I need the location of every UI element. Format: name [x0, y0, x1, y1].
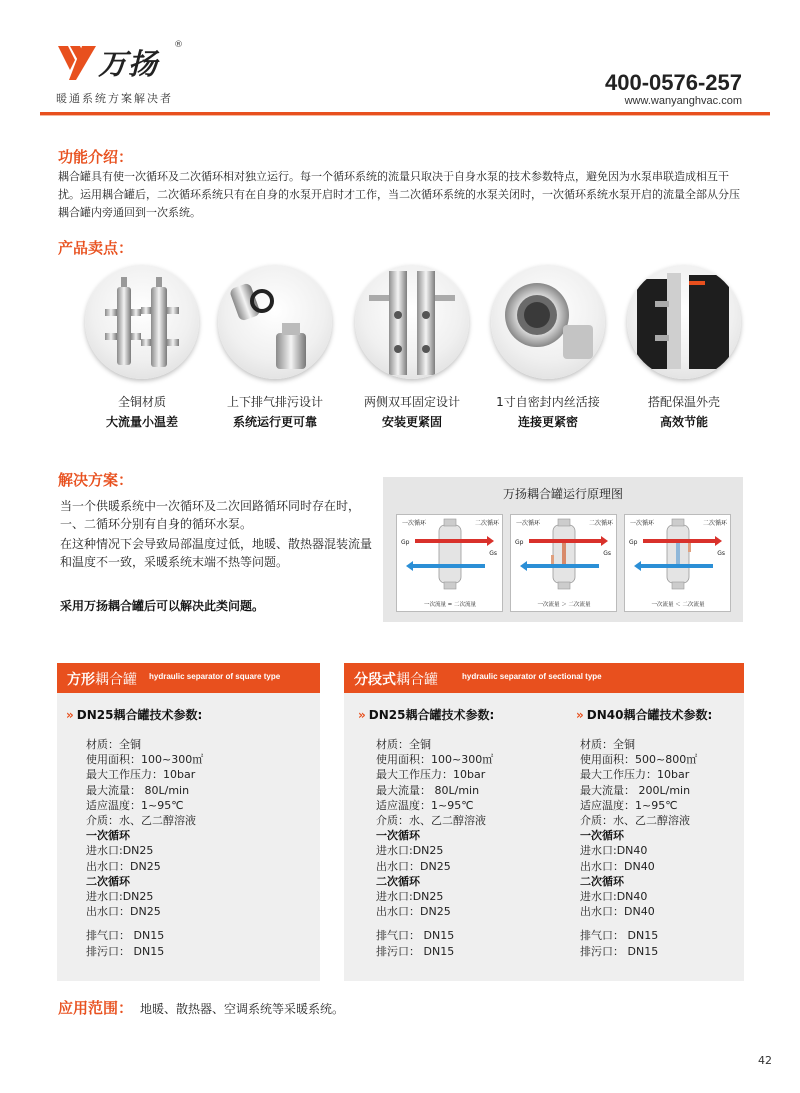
- cold-flow-line: [413, 564, 485, 568]
- feature-label: 上下排气排污设计: [226, 395, 323, 409]
- solution-para-1: 当一个供暖系统中一次循环及二次回路循环同时存在时，一、二循环分别有自身的循环水泵。: [60, 499, 361, 531]
- primary-circuit-label: 一次循环: [402, 520, 427, 527]
- solution-para-2: 在这种情况下会导致局部温度过低，地暖、散热器混装流量和温度不一致，采暖系统末端不热等问题。: [60, 537, 373, 569]
- tank-top-vent: [444, 519, 456, 526]
- principle-diagram: [383, 477, 743, 622]
- cold-flow-line: [527, 564, 599, 568]
- feature-item-ears: [352, 265, 472, 430]
- features-title: 产品卖点：: [58, 239, 134, 257]
- feature-highlight: 连接更紧密: [517, 415, 578, 429]
- hot-flow-arrow: [601, 536, 608, 546]
- diagram-title: 万扬耦合罐运行原理图: [502, 487, 623, 501]
- spec-line: 出水口：DN25: [86, 859, 161, 873]
- spec-line: 出水口：DN40: [580, 905, 655, 919]
- spec-line: 材质：全铜: [580, 738, 635, 751]
- insulation-shell-image: [627, 265, 741, 379]
- flow-comparison-caption: 一次流量 = 二次流量: [423, 602, 477, 608]
- feature-item-vent: [215, 265, 335, 430]
- product-name-en: hydraulic separator of sectional type: [462, 672, 602, 681]
- spec-line: 出水口：DN25: [376, 905, 451, 919]
- spec-subtitle: 一次循环: [580, 829, 624, 843]
- tank-bottom-drain: [558, 582, 570, 589]
- bypass-down-flow: [562, 543, 566, 564]
- hot-flow-line: [415, 539, 487, 543]
- brand-slogan: 暖通系统方案解决者: [56, 92, 173, 105]
- spec-line: 出水口：DN25: [376, 859, 451, 873]
- feature-item-insulation: [624, 265, 744, 430]
- spec-title-text: DN25耦合罐技术参数:: [76, 708, 203, 722]
- spec-line: 介质：水、乙二醇溶液: [376, 814, 486, 828]
- cold-flow-arrow: [634, 561, 641, 571]
- feature-highlight: 大流量小温差: [105, 415, 178, 429]
- gs-label: Gs: [717, 550, 725, 557]
- spec-title-text: DN25耦合罐技术参数:: [368, 708, 495, 722]
- chevron-double-right-icon: »: [66, 708, 74, 722]
- tank-top-vent: [672, 519, 684, 526]
- spec-line: 进水口:DN40: [580, 844, 648, 858]
- cold-flow-arrow: [406, 561, 413, 571]
- spec-line: 材质：全铜: [376, 738, 431, 751]
- spec-line: 使用面积：500~800㎡: [580, 753, 698, 767]
- product-name-en: hydraulic separator of square type: [149, 672, 281, 681]
- bypass-up-flow: [676, 543, 680, 564]
- chevron-double-right-icon: »: [358, 708, 366, 722]
- spec-line: 排气口： DN15: [376, 929, 455, 943]
- spec-title: [358, 706, 494, 723]
- union-fitting-image: [491, 265, 605, 379]
- primary-circuit-label: 一次循环: [630, 520, 655, 527]
- brand-logo: [56, 40, 196, 106]
- spec-title-text: DN40耦合罐技术参数:: [586, 708, 713, 722]
- spec-title: [66, 706, 202, 723]
- application-title: 应用范围：: [58, 999, 134, 1017]
- feature-highlight: 高效节能: [659, 415, 708, 429]
- spec-title: [576, 706, 712, 723]
- feature-highlight: 系统运行更可靠: [232, 415, 317, 429]
- product-name: 分段式耦合罐: [354, 672, 438, 688]
- page-number: 42: [758, 1054, 772, 1067]
- diagram-panel-greater: [510, 514, 617, 612]
- spec-line: 进水口:DN25: [86, 890, 154, 904]
- feature-label: 搭配保温外壳: [647, 395, 720, 409]
- feature-highlight: 安装更紧固: [381, 415, 442, 429]
- spec-line: 使用面积：100~300㎡: [86, 753, 204, 767]
- spec-line: 进水口:DN25: [376, 890, 444, 904]
- spec-line: 适应温度：1~95℃: [376, 798, 474, 812]
- spec-line: 出水口：DN40: [580, 859, 655, 873]
- primary-circuit-label: 一次循环: [516, 520, 541, 527]
- solution-title: 解决方案：: [58, 471, 134, 489]
- spec-line: 适应温度：1~95℃: [86, 798, 184, 812]
- gs-label: Gs: [489, 550, 497, 557]
- secondary-circuit-label: 二次循环: [702, 520, 727, 527]
- feature-label: 全铜材质: [117, 395, 166, 409]
- gp-label: Gp: [401, 539, 410, 546]
- gs-label: Gs: [603, 550, 611, 557]
- hot-flow-line: [529, 539, 601, 543]
- spec-line: 排气口： DN15: [580, 929, 659, 943]
- spec-line: 进水口:DN25: [86, 844, 154, 858]
- gp-label: Gp: [629, 539, 638, 546]
- chevron-double-right-icon: »: [576, 708, 584, 722]
- mixed-flow-right: [688, 543, 691, 552]
- spec-line: 最大流量： 80L/min: [86, 783, 190, 797]
- gp-label: Gp: [515, 539, 524, 546]
- spec-line: 进水口:DN25: [376, 844, 444, 858]
- solution-conclusion: 采用万扬耦合罐后可以解决此类问题。: [60, 599, 265, 613]
- air-vent-valve-image: [218, 265, 332, 379]
- tank-body: [439, 525, 461, 583]
- spec-subtitle: 一次循环: [86, 829, 130, 843]
- application-text: 地暖、散热器、空调系统等采暖系统。: [140, 1002, 345, 1016]
- spec-line: 排污口： DN15: [86, 944, 165, 958]
- hot-flow-line: [643, 539, 715, 543]
- tank-bottom-drain: [444, 582, 456, 589]
- spec-line: 最大流量： 80L/min: [376, 783, 480, 797]
- spec-line: 最大工作压力：10bar: [580, 768, 690, 782]
- spec-line: 排污口： DN15: [580, 944, 659, 958]
- secondary-circuit-label: 二次循环: [588, 520, 613, 527]
- spec-line: 排污口： DN15: [376, 944, 455, 958]
- spec-line: 进水口:DN40: [580, 890, 648, 904]
- flow-comparison-caption: 一次流量 ＜ 二次流量: [651, 602, 705, 608]
- feature-item-union: [488, 265, 608, 430]
- feature-item-copper: [82, 265, 202, 430]
- spec-subtitle: 二次循环: [86, 874, 130, 888]
- spec-line: 材质：全铜: [86, 738, 141, 751]
- diagram-panel-less: [624, 514, 731, 612]
- spec-line: 出水口：DN25: [86, 905, 161, 919]
- product-header: [344, 663, 744, 693]
- spec-line: 最大工作压力：10bar: [86, 768, 196, 782]
- spec-list: [580, 737, 697, 959]
- spec-subtitle: 二次循环: [376, 874, 420, 888]
- spec-line: 介质：水、乙二醇溶液: [86, 814, 196, 828]
- hotline-phone: 400-0576-257: [604, 70, 742, 95]
- registered-mark: ®: [174, 40, 183, 50]
- product-header: [57, 663, 320, 693]
- diagram-panel-equal: [396, 514, 503, 612]
- spec-subtitle: 一次循环: [376, 829, 420, 843]
- intro-text: 耦合罐具有使一次循环及二次循环相对独立运行。每一个循环系统的流量只取决于自身水泵的技术参数特点，避免因为水泵串联造成相互干扰。运用耦合罐后，二次循环系统只有在自身的水泵开启时才工作，当二次循环系统的水泵关闭时，一次循环系统水泵开启的流量全部从分压耦合罐内旁通回到一次系统。: [58, 170, 740, 219]
- mixed-flow-left: [551, 555, 554, 564]
- header-divider-light: [40, 115, 770, 116]
- spec-line: 最大工作压力：10bar: [376, 768, 486, 782]
- cold-flow-line: [641, 564, 713, 568]
- spec-line: 介质：水、乙二醇溶液: [580, 814, 690, 828]
- spec-line: 最大流量： 200L/min: [580, 783, 691, 797]
- spec-list: [376, 737, 493, 959]
- separator-pair-image: [85, 265, 199, 379]
- feature-label: 1寸自密封内丝活接: [496, 395, 600, 409]
- tank-top-vent: [558, 519, 570, 526]
- feature-label: 两侧双耳固定设计: [363, 395, 460, 409]
- spec-list: [86, 737, 203, 959]
- hot-flow-arrow: [715, 536, 722, 546]
- tank-bottom-drain: [672, 582, 684, 589]
- logo-mark-icon: [56, 40, 98, 82]
- double-ear-mount-image: [355, 265, 469, 379]
- intro-title: 功能介绍：: [58, 148, 134, 166]
- secondary-circuit-label: 二次循环: [474, 520, 499, 527]
- spec-line: 使用面积：100~300㎡: [376, 753, 494, 767]
- website-url: www.wanyanghvac.com: [624, 95, 742, 107]
- spec-subtitle: 二次循环: [580, 874, 624, 888]
- brand-name: 万扬: [98, 47, 159, 81]
- product-name: 方形耦合罐: [67, 672, 137, 688]
- hot-flow-arrow: [487, 536, 494, 546]
- cold-flow-arrow: [520, 561, 527, 571]
- spec-line: 排气口： DN15: [86, 929, 165, 943]
- flow-comparison-caption: 一次流量 ＞ 二次流量: [537, 602, 591, 608]
- spec-line: 适应温度：1~95℃: [580, 798, 678, 812]
